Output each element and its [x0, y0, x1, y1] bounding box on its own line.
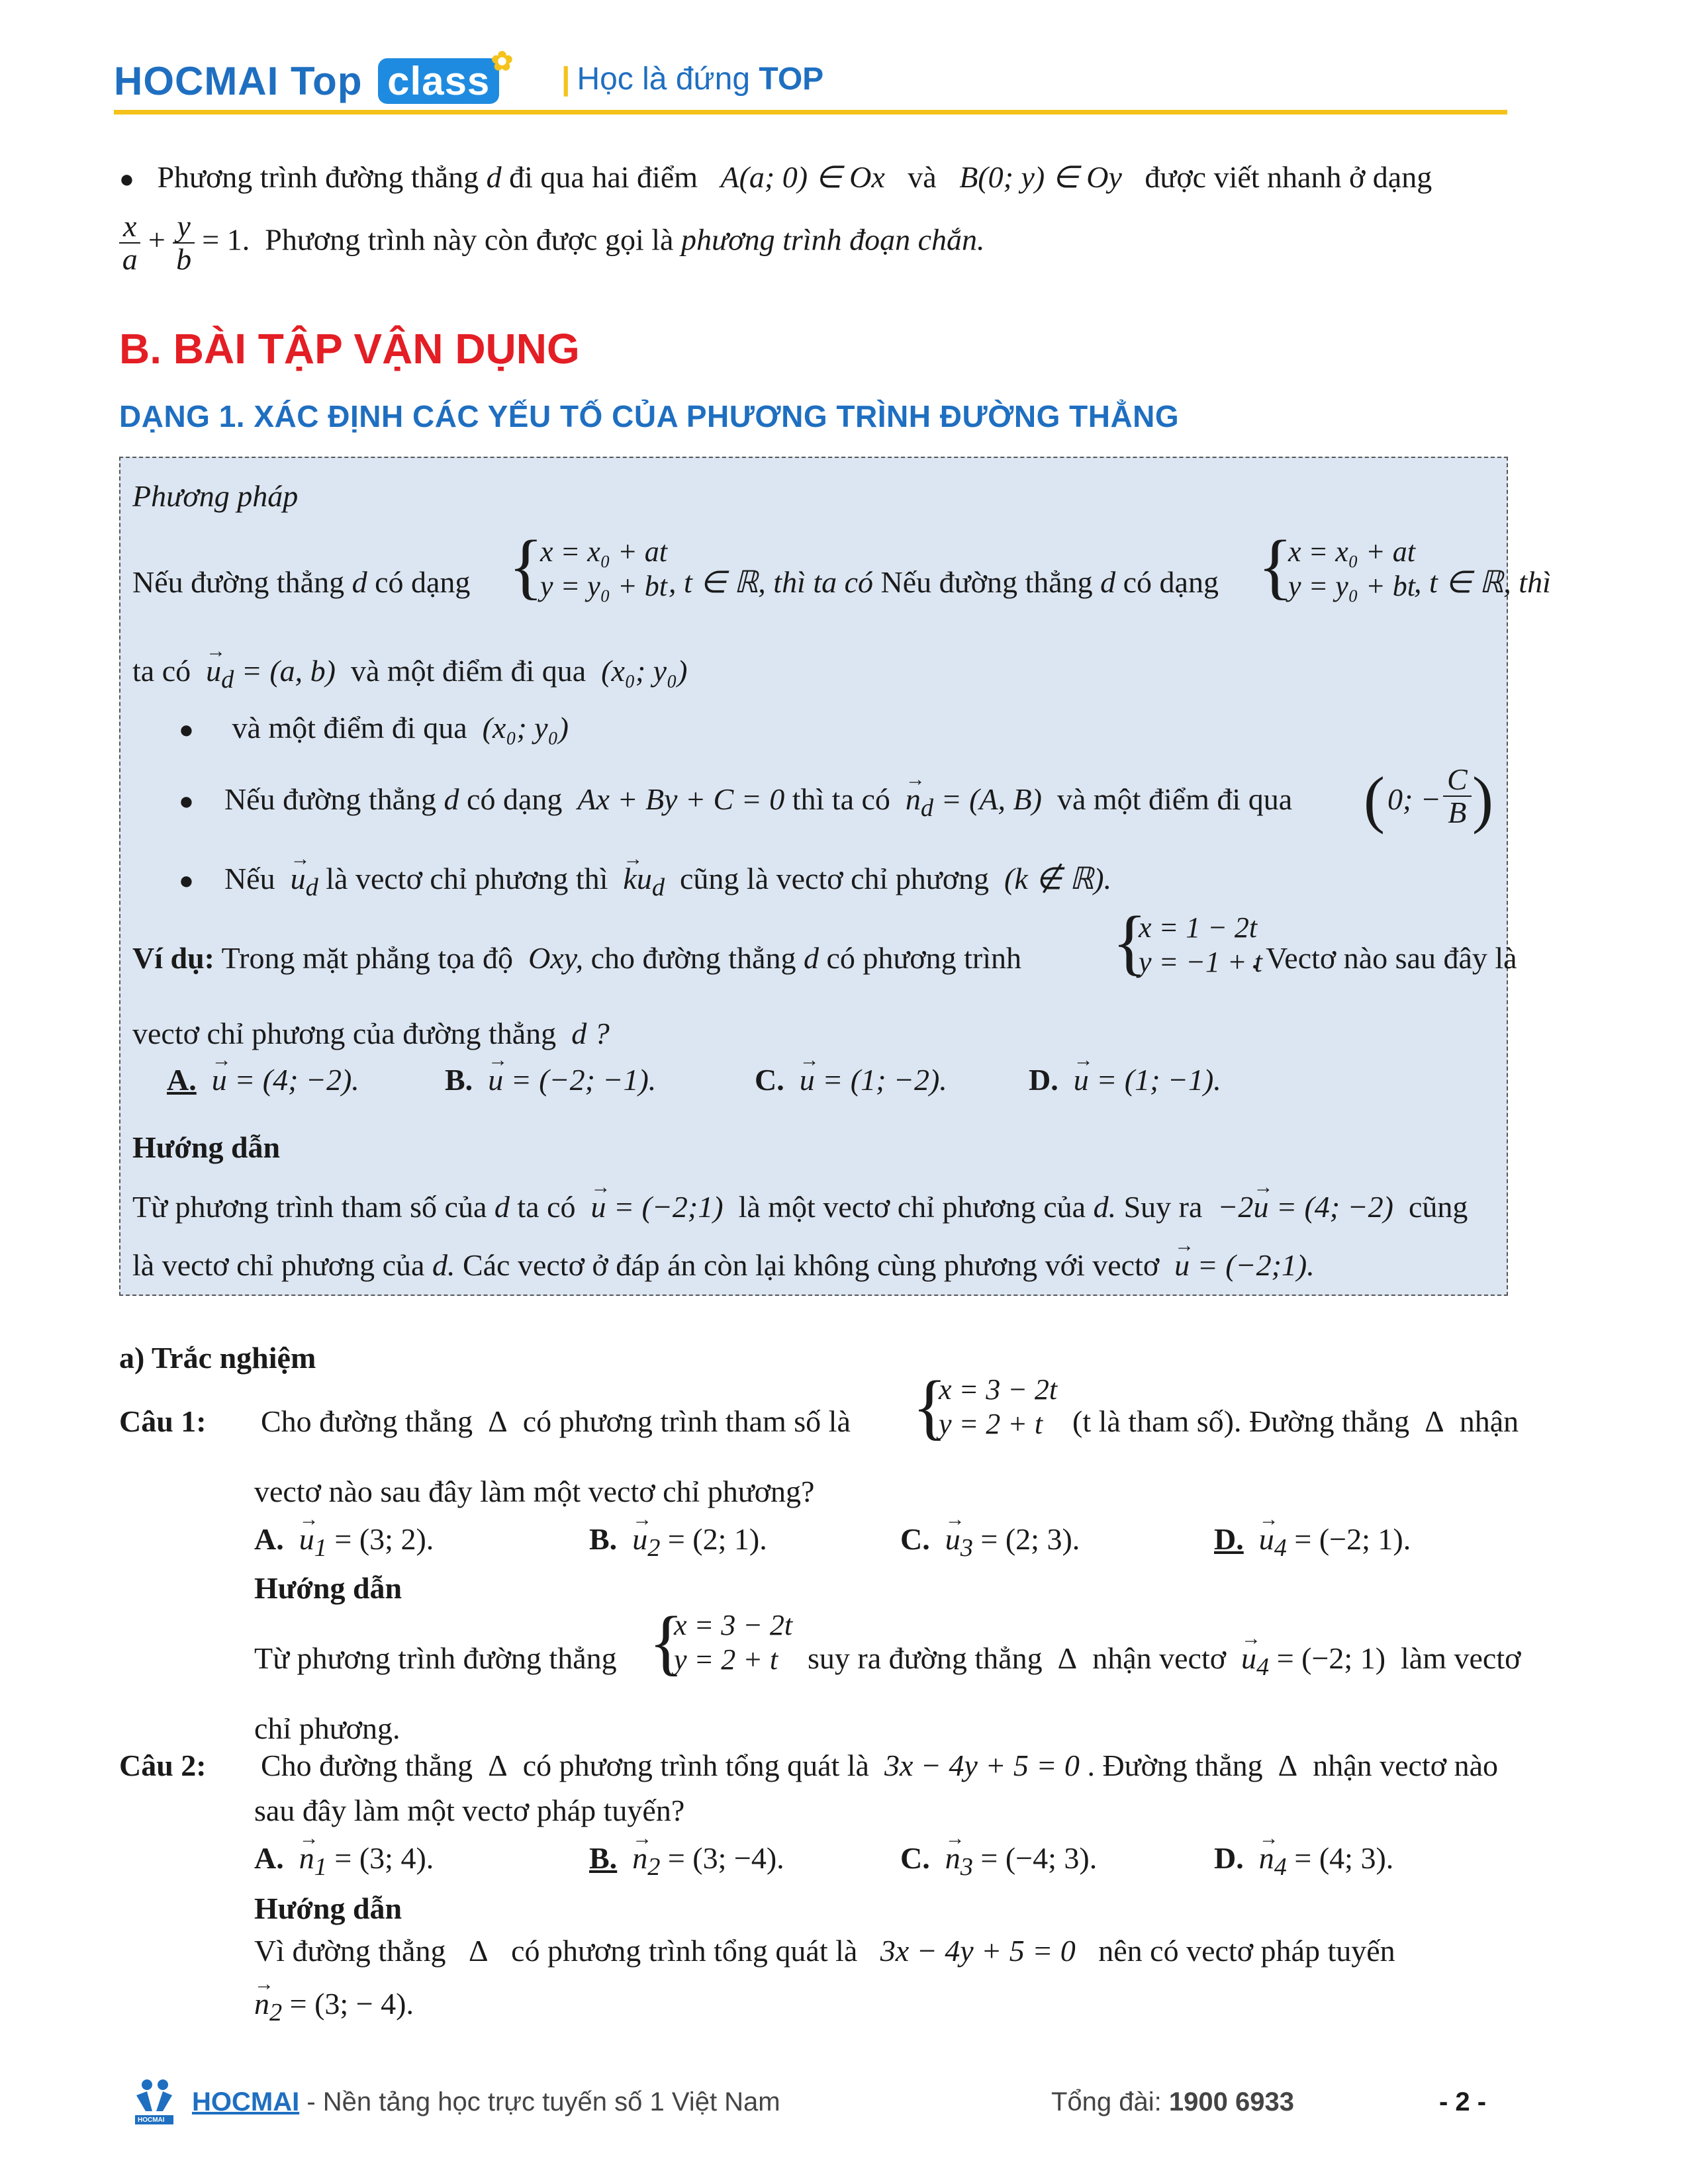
question-label: Câu 2: [119, 1749, 207, 1782]
option-letter: D. [1029, 1063, 1058, 1097]
math: = (4; 3). [1294, 1841, 1394, 1875]
fraction [173, 210, 194, 275]
q2-line-2: sau đây làm một vectơ pháp tuyến? [254, 1794, 685, 1827]
subscript: d [651, 874, 665, 902]
vector-letter: u [299, 1522, 314, 1556]
solution-heading: Hướng dẫn [254, 1571, 402, 1605]
text: Nếu đường thẳng [224, 782, 437, 816]
subscript: 4 [1274, 1534, 1287, 1563]
system-row: y = y₀ + bt [540, 570, 667, 602]
text: Phương trình này còn được gọi là [265, 222, 674, 257]
footer-line [192, 2087, 780, 2117]
text: Cho đường thẳng [261, 1404, 473, 1438]
text: Trong mặt phẳng tọa độ [221, 941, 514, 975]
q1-option-d [1214, 1521, 1411, 1567]
header-divider [114, 110, 1507, 114]
math: = (−2; −1). [510, 1063, 657, 1097]
hocmai-logo-icon [132, 2078, 176, 2127]
option-letter: B. [589, 1522, 618, 1556]
text: có phương trình tham số là [522, 1404, 851, 1438]
text: và một điểm đi qua [232, 711, 467, 745]
vector-letter: n [254, 1987, 269, 2021]
bullet-icon: ● [119, 165, 134, 193]
text: phương trình đoạn chắn. [680, 222, 985, 257]
math: = (−2; 1) [1276, 1641, 1386, 1675]
vector-n [945, 1840, 973, 1886]
section-heading: B. BÀI TẬP VẬN DỤNG [119, 325, 580, 373]
vector-letter: u [290, 862, 306, 895]
text: suy ra đường thẳng [808, 1641, 1043, 1675]
text: nhận [1459, 1404, 1519, 1438]
math: 3x − 4y + 5 = 0 [884, 1749, 1080, 1782]
tagline-top: TOP [759, 62, 824, 97]
system-row: y = 2 + t [674, 1643, 778, 1676]
subscript: 2 [647, 1853, 661, 1882]
text: là một vectơ chỉ phương của [738, 1190, 1086, 1224]
method-title: Phương pháp [132, 479, 299, 513]
vector-u: → u [591, 1189, 606, 1226]
text: Nếu đường thẳng [880, 565, 1093, 599]
vector-letter: u [632, 1522, 648, 1556]
brace-icon: { [649, 1602, 684, 1682]
method-line-2 [132, 653, 687, 698]
example-label: Ví dụ: [132, 941, 214, 975]
math: Oxy, [528, 941, 584, 975]
solution-heading: Hướng dẫn [254, 1891, 402, 1925]
example-option-a [167, 1062, 359, 1099]
q1-line-1 [261, 1403, 851, 1440]
math: + [148, 222, 165, 257]
text: được viết nhanh ở dạng [1145, 160, 1432, 194]
denominator: a [122, 242, 138, 276]
vector-n [254, 1985, 282, 2031]
vector-u [1259, 1521, 1287, 1567]
q1-solution-system [674, 1608, 792, 1677]
option-letter: A. [167, 1063, 197, 1097]
vector-u [945, 1521, 973, 1567]
q1-system [939, 1373, 1057, 1441]
math: 3x − 4y + 5 = 0 [880, 1934, 1076, 1968]
subscript: d [221, 666, 234, 694]
vector-n [632, 1840, 660, 1886]
math: = (4; −2). [234, 1063, 359, 1097]
page-number: - 2 - [1439, 2087, 1487, 2116]
q1-solution-line [808, 1640, 1521, 1686]
vector-letter: n [945, 1841, 961, 1875]
text: có dạng [375, 565, 471, 599]
vector-u [206, 653, 234, 698]
option-letter: D. [1214, 1522, 1244, 1556]
system-row: x = x₀ + at [540, 535, 667, 568]
math: = (2; 1). [667, 1522, 767, 1556]
bullet-icon: ● [179, 867, 194, 895]
vector-u: → u [212, 1062, 227, 1099]
text: nên có vectơ pháp tuyến [1098, 1934, 1395, 1968]
q1-option-b [589, 1521, 767, 1567]
subscript: d [305, 874, 318, 902]
q1-option-a [254, 1521, 434, 1567]
q2-solution-line-2 [254, 1985, 414, 2031]
q1-line-1b [1072, 1403, 1519, 1440]
brand-class: class [387, 59, 491, 103]
brace-icon: { [1112, 901, 1147, 982]
vector-ku [623, 860, 665, 906]
math: Δ [1278, 1749, 1298, 1782]
vector-letter: u [206, 654, 222, 688]
q1-option-c [900, 1521, 1080, 1567]
q1-solution-end: chỉ phương. [254, 1711, 400, 1745]
text: cũng [1408, 1190, 1468, 1224]
math: = (1; −1). [1096, 1063, 1221, 1097]
bullet-icon: ● [179, 716, 194, 744]
math: = (3; − 4). [289, 1987, 414, 2021]
text: Các vectơ ở đáp án còn lại không cùng phương với vectơ [462, 1248, 1160, 1282]
text: đi qua hai điểm [509, 160, 698, 194]
param-system-2 [1288, 535, 1415, 604]
math: −2 [1217, 1190, 1254, 1224]
math: Ax + By + C = 0 [577, 782, 785, 816]
text: Suy ra [1123, 1190, 1203, 1224]
vector-letter: n [299, 1841, 314, 1875]
example-line-1 [132, 940, 1021, 977]
text: Nếu [224, 862, 275, 895]
vector-letter: u [945, 1522, 961, 1556]
brand-class-badge [378, 47, 514, 104]
bullet-icon: ● [179, 788, 194, 815]
paren-icon: ( [1364, 764, 1385, 835]
math: Δ [488, 1749, 508, 1782]
math: = (2; 3). [980, 1522, 1080, 1556]
solution-line-2 [132, 1247, 1315, 1284]
option-letter: B. [445, 1063, 473, 1097]
text: có phương trình tổng quát là [511, 1934, 858, 1968]
option-letter: C. [900, 1522, 930, 1556]
option-letter: C. [900, 1841, 930, 1875]
fraction [1443, 764, 1472, 829]
param-system [540, 535, 667, 604]
footer-text: - Nền tảng học trực tuyến số 1 Việt Nam [306, 2087, 780, 2116]
math: A(a; 0) ∈ Ox [720, 160, 885, 194]
text: và một điểm đi qua [350, 654, 586, 688]
text: và [908, 160, 937, 194]
vector-n [299, 1840, 327, 1886]
numerator: y [173, 210, 194, 244]
option-letter: C. [755, 1063, 784, 1097]
method-bullet-3 [179, 860, 1111, 906]
paren-icon: ) [1472, 764, 1493, 835]
q2-option-c [900, 1840, 1097, 1886]
text: ta có [517, 1190, 576, 1224]
math: = (−2;1). [1197, 1248, 1315, 1282]
system-row: x = 3 − 2t [674, 1609, 793, 1641]
method-line-1 [132, 564, 470, 601]
math: Δ [488, 1404, 508, 1438]
text: Nếu đường thẳng [132, 565, 345, 599]
math: = (−4; 3). [980, 1841, 1098, 1875]
math: d ? [571, 1017, 610, 1050]
math: d [444, 782, 459, 816]
text: Vì đường thẳng [254, 1934, 446, 1968]
numerator: x [119, 210, 140, 244]
math: = (4; −2) [1276, 1190, 1393, 1224]
vector-u [299, 1521, 327, 1567]
option-letter: A. [254, 1841, 284, 1875]
text: có dạng [467, 782, 563, 816]
example-option-c [755, 1062, 947, 1099]
vector-n [906, 781, 933, 827]
math: = 1. [202, 222, 250, 257]
tagline [561, 61, 823, 97]
tagline-separator: | [561, 62, 571, 97]
text: cũng là vectơ chỉ phương [680, 862, 990, 895]
brand-top: Top [290, 59, 363, 103]
text: . Đường thẳng [1087, 1749, 1263, 1782]
math: = (a, b) [241, 654, 336, 688]
hocmai-logo-text: HOCMAI [138, 2116, 165, 2124]
system-row: y = 2 + t [939, 1408, 1043, 1440]
text: cho đường thẳng [590, 941, 796, 975]
brand-name: HOCMAI [114, 59, 279, 103]
solution-line-1 [132, 1189, 1468, 1226]
q1-solution-text: Từ phương trình đường thẳng [254, 1641, 617, 1675]
text: Cho đường thẳng [261, 1749, 473, 1782]
vector-u: → u [800, 1062, 815, 1099]
subscript: d [920, 794, 934, 823]
text: có phương trình [826, 941, 1022, 975]
vector-u: → u [1253, 1189, 1268, 1226]
text: vectơ chỉ phương của đường thẳng [132, 1017, 557, 1050]
math: = (1; −2). [822, 1063, 947, 1097]
text: Phương trình đường thẳng [157, 160, 479, 194]
text: ta có [132, 654, 191, 688]
star-icon: ✿ [491, 47, 514, 76]
q2-option-b [589, 1840, 784, 1886]
subscript: 2 [647, 1534, 661, 1563]
q1-line-2: vectơ nào sau đây làm một vectơ chỉ phương? [254, 1475, 815, 1508]
text: là vectơ chỉ phương thì [326, 862, 608, 895]
vector-u: → u [1174, 1247, 1190, 1284]
text: và một điểm đi qua [1056, 782, 1293, 816]
q2-line-1 [261, 1747, 1498, 1784]
math: = (3; 4). [334, 1841, 434, 1875]
vector-u: → u [488, 1062, 503, 1099]
math: = (3; −4). [667, 1841, 784, 1875]
vector-u: → u [1074, 1062, 1089, 1099]
option-letter: A. [254, 1522, 284, 1556]
footer-hotline [1051, 2087, 1294, 2117]
subscript: 1 [314, 1853, 327, 1882]
tagline-text: Học là đứng [577, 62, 751, 97]
vector-u [291, 860, 318, 906]
option-letter: D. [1214, 1841, 1244, 1875]
subscript: 1 [314, 1534, 327, 1563]
math: = (−2;1) [614, 1190, 724, 1224]
math: B(0; y) ∈ Oy [959, 160, 1122, 194]
system-row: y = −1 + t [1139, 946, 1262, 978]
vector-letter: ku [623, 862, 652, 895]
text: là vectơ chỉ phương của [132, 1248, 425, 1282]
vector-u [632, 1521, 660, 1567]
method-bullet-2 [179, 781, 1292, 827]
system-row: y = y₀ + bt [1288, 570, 1415, 602]
example-option-b [445, 1062, 656, 1099]
option-letter: B. [589, 1841, 618, 1875]
vector-letter: n [1258, 1841, 1274, 1875]
subscript: 3 [960, 1534, 973, 1563]
footer-brand-link[interactable]: HOCMAI [192, 2087, 300, 2116]
subscript: 2 [269, 1999, 283, 2027]
method-bullet-1 [179, 709, 569, 749]
vector-u: → $u_4$ [1241, 1640, 1269, 1686]
system-row: x = 1 − 2t [1139, 911, 1258, 944]
text: có phương trình tổng quát là [522, 1749, 869, 1782]
question-label: Câu 1: [119, 1404, 207, 1438]
math: Δ [1057, 1641, 1078, 1675]
method-line-1b [669, 564, 1219, 601]
denominator: b [176, 242, 192, 276]
system-row: x = x₀ + at [1288, 535, 1415, 568]
text: . Vectơ nào sau đây là [1251, 941, 1517, 975]
math: = (A, B) [941, 782, 1042, 816]
example-option-d [1029, 1062, 1221, 1099]
vector-letter: n [905, 782, 921, 816]
vector-n [1259, 1840, 1287, 1886]
math: (k ∉ ℝ). [1004, 862, 1112, 895]
text: , t ∈ ℝ, thì [1414, 565, 1551, 599]
math: (x₀; y₀) [601, 654, 688, 688]
system-row: x = 3 − 2t [939, 1373, 1058, 1406]
math: d. [1093, 1190, 1117, 1224]
text: nhận vectơ [1092, 1641, 1227, 1675]
math: (x₀; y₀) [482, 711, 569, 745]
intro-line-2 [119, 210, 985, 275]
text: có dạng [1123, 565, 1219, 599]
brace-icon: { [508, 525, 543, 606]
solution-heading: Hướng dẫn [132, 1130, 281, 1164]
example-system [1139, 911, 1262, 979]
numerator: C [1443, 764, 1472, 797]
text: thì ta có [792, 782, 890, 816]
intro-line-1 [119, 159, 1432, 198]
text: nhận vectơ nào [1313, 1749, 1498, 1782]
exercises-heading: a) Trắc nghiệm [119, 1341, 316, 1375]
math: = (−2; 1). [1294, 1522, 1411, 1556]
math: d [352, 565, 367, 599]
dang-heading: DẠNG 1. XÁC ĐỊNH CÁC YẾU TỐ CỦA PHƯƠNG TRÌNH ĐƯỜNG THẲNG [119, 399, 1180, 433]
q2-option-d [1214, 1840, 1393, 1886]
math: d [803, 941, 819, 975]
subscript: 3 [960, 1853, 973, 1882]
math: Δ [468, 1934, 489, 1968]
q2-option-a [254, 1840, 434, 1886]
subscript: 4 [1274, 1853, 1287, 1882]
text: (t là tham số). Đường thẳng [1072, 1404, 1410, 1438]
math: d [494, 1190, 510, 1224]
denominator: B [1448, 796, 1467, 829]
math: d. [432, 1248, 455, 1282]
math: Δ [1425, 1404, 1444, 1438]
text: làm vectơ [1401, 1641, 1521, 1675]
brand-logo [114, 47, 514, 104]
text: , t ∈ ℝ, thì ta có [669, 565, 874, 599]
math: = (3; 2). [334, 1522, 434, 1556]
hotline-number: 1900 6933 [1168, 2087, 1294, 2116]
vector-letter: u [1258, 1522, 1274, 1556]
brace-icon: { [1258, 525, 1293, 606]
brace-icon: { [912, 1366, 947, 1447]
q2-solution-line-1 [254, 1933, 1395, 1970]
hotline-label: Tổng đài: [1051, 2087, 1162, 2116]
math: d [486, 160, 502, 194]
vector-letter: n [632, 1841, 648, 1875]
math: d [1100, 565, 1116, 599]
fraction [119, 210, 140, 275]
math: 0; − [1387, 782, 1441, 816]
example-line-2 [132, 1015, 610, 1052]
text: Từ phương trình tham số của [132, 1190, 487, 1224]
